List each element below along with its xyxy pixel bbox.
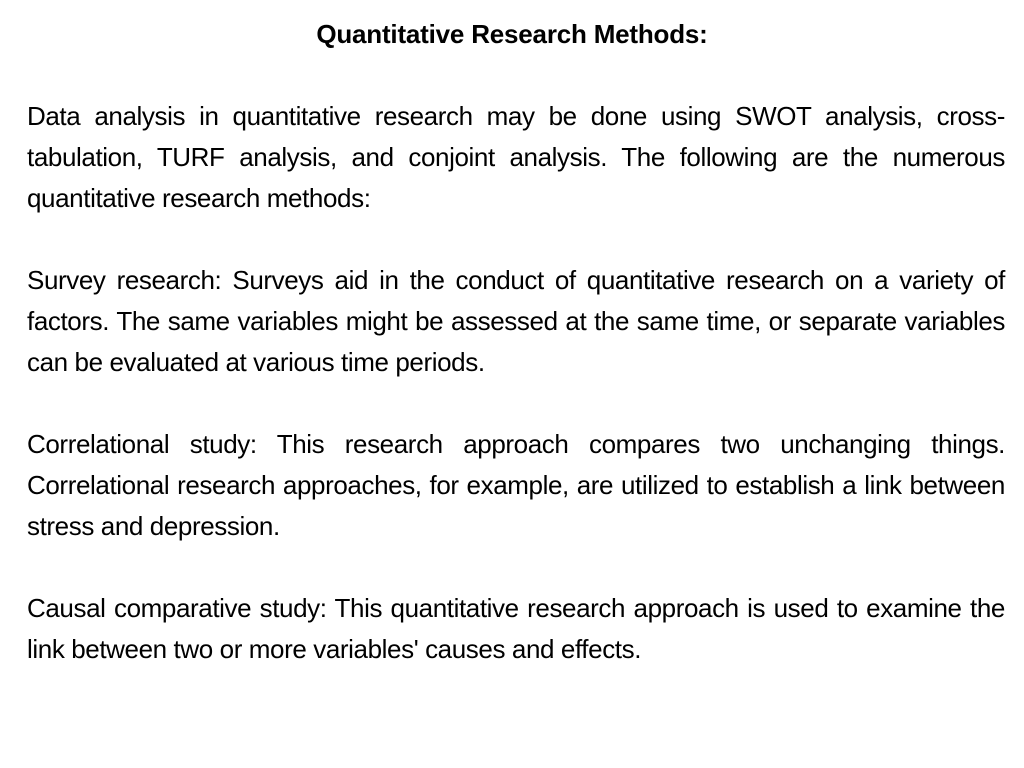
paragraph-causal-comparative-study: Causal comparative study: This quantitative research approach is used to examine the link between two or more variables' causes and effects.	[27, 593, 1005, 664]
slide-body	[27, 96, 1005, 670]
slide-title: Quantitative Research Methods:	[316, 19, 708, 49]
paragraph-intro: Data analysis in quantitative research may be done using SWOT analysis, cross-tabulation, TURF analysis, and conjoint analysis. The following are the numerous quantitative research methods:	[27, 101, 1005, 213]
paragraph-survey-research: Survey research: Surveys aid in the conduct of quantitative research on a variety of factors. The same variables might be assessed at the same time, or separate variables can be evaluated at various time periods.	[27, 265, 1005, 377]
paragraph-correlational-study: Correlational study: This research approach compares two unchanging things. Correlational research approaches, for example, are utilized to establish a link between stress and depression.	[27, 429, 1005, 541]
